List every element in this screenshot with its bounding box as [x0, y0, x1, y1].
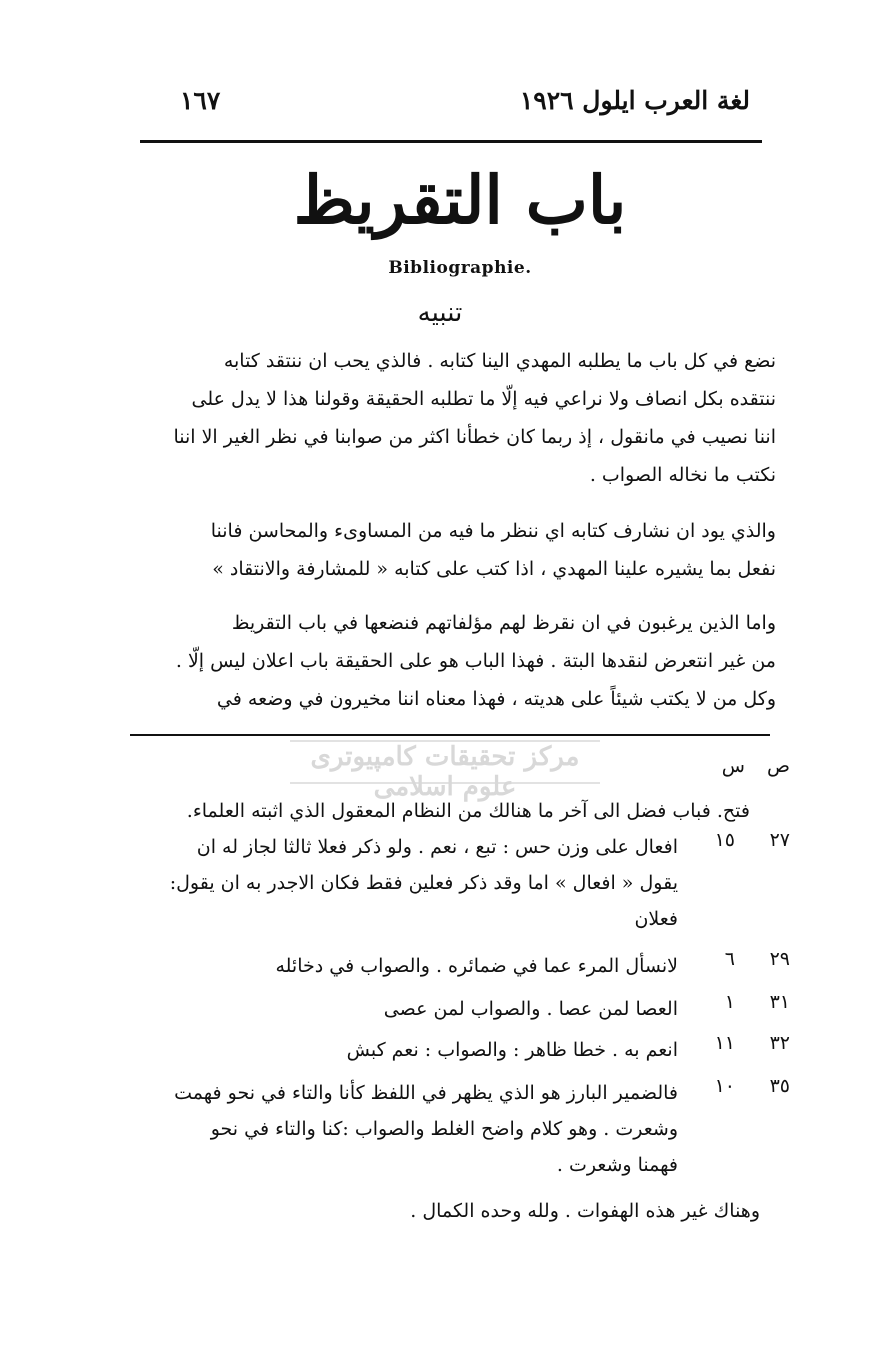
text-line: واما الذين يرغبون في ان نقرظ لهم مؤلفاتهم فنضعها في باب التقريظ — [231, 612, 776, 634]
text-line: والذي يود ان نشارف كتابه اي ننظر ما فيه من المساوىء والمحاسن فاننا — [210, 520, 776, 542]
page-ref: ٢٧ — [769, 829, 790, 851]
page-column-header: ص — [767, 755, 790, 777]
errata-header — [700, 755, 790, 791]
page-ref: ٢٩ — [769, 948, 790, 970]
page-ref: ٣٢ — [769, 1032, 790, 1054]
line-ref: ١٥ — [714, 829, 735, 851]
text-line: من غير انتعرض لنقدها البتة . فهذا الباب هو على الحقيقة باب اعلان ليس إلّا . — [175, 650, 776, 672]
running-header — [180, 78, 750, 128]
errata-text — [110, 1032, 678, 1068]
closing-line: وهناك غير هذه الهفوات . ولله وحده الكمال . — [410, 1200, 760, 1222]
text-line: لانسأل المرء عما في ضمائره . والصواب في دخائله — [275, 955, 678, 977]
paragraph — [120, 680, 776, 718]
notice-heading: تنبيه — [417, 298, 463, 328]
page-ref: ٣١ — [769, 991, 790, 1013]
journal-title: لغة العرب ايلول ١٩٢٦ — [519, 86, 750, 115]
page-ref: ٣٥ — [769, 1075, 790, 1097]
text-line: وكل من لا يكتب شيئاً على هديته ، فهذا معناه اننا مخيرون في وضعه في — [216, 688, 776, 710]
line-ref: ١ — [724, 991, 735, 1013]
watermark: مرکز تحقیقات کامپیوتری علوم اسلامی — [290, 740, 600, 784]
section-divider — [130, 734, 770, 736]
text-line: فعلان — [634, 908, 678, 930]
paragraph — [120, 512, 776, 588]
text-line: نكتب ما نخاله الصواب . — [589, 464, 776, 486]
text-line: وشعرت . وهو كلام واضح الغلط والصواب :كنا والتاء في نحو — [210, 1118, 678, 1140]
section-subtitle: Bibliographie. — [388, 258, 532, 278]
errata-text — [110, 1075, 678, 1183]
text-line: ننتقده بكل انصاف ولا نراعي فيه إلّا ما تطلبه الحقيقة وقولنا هذا لا يدل على — [191, 388, 776, 410]
errata-text — [110, 991, 678, 1027]
paragraph — [120, 604, 776, 680]
text-line: نضع في كل باب ما يطلبه المهدي الينا كتابه . فالذي يحب ان ننتقد كتابه — [223, 350, 776, 372]
errata-text — [110, 948, 678, 984]
line-ref: ١١ — [714, 1032, 735, 1054]
text-line: افعال على وزن حس : تبع ، نعم . ولو ذكر فعلا ثالثا لجاز له ان — [196, 836, 678, 858]
text-line: يقول « افعال » اما وقد ذكر فعلين فقط فكان الاجدر به ان يقول: — [169, 872, 678, 894]
paragraph — [120, 342, 776, 494]
page-number: ١٦٧ — [180, 86, 221, 115]
text-line: العصا لمن عصا . والصواب لمن عصى — [383, 998, 678, 1020]
errata-text — [110, 829, 678, 937]
header-rule — [140, 140, 762, 143]
line-ref: ١٠ — [714, 1075, 735, 1097]
continuation-text: فتح. فباب فضل الى آخر ما هنالك من النظام المعقول الذي اثبته العلماء. — [186, 800, 750, 822]
text-line: نفعل بما يشيره علينا المهدي ، اذا كتب على كتابه « للمشارفة والانتقاد » — [212, 558, 776, 580]
text-line: انعم به . خطا ظاهر : والصواب : نعم كبش — [346, 1039, 678, 1061]
line-ref: ٦ — [724, 948, 735, 970]
section-title: باب التقريظ — [293, 161, 627, 239]
text-line: فالضمير البارز هو الذي يظهر في اللفظ كأنا والتاء في نحو فهمت — [174, 1082, 678, 1104]
text-line: فهمنا وشعرت . — [556, 1154, 678, 1176]
text-line: اننا نصيب في مانقول ، إذ ربما كان خطأنا اكثر من صوابنا في نظر الغير الا اننا — [173, 426, 776, 448]
line-column-header: س — [721, 755, 745, 777]
